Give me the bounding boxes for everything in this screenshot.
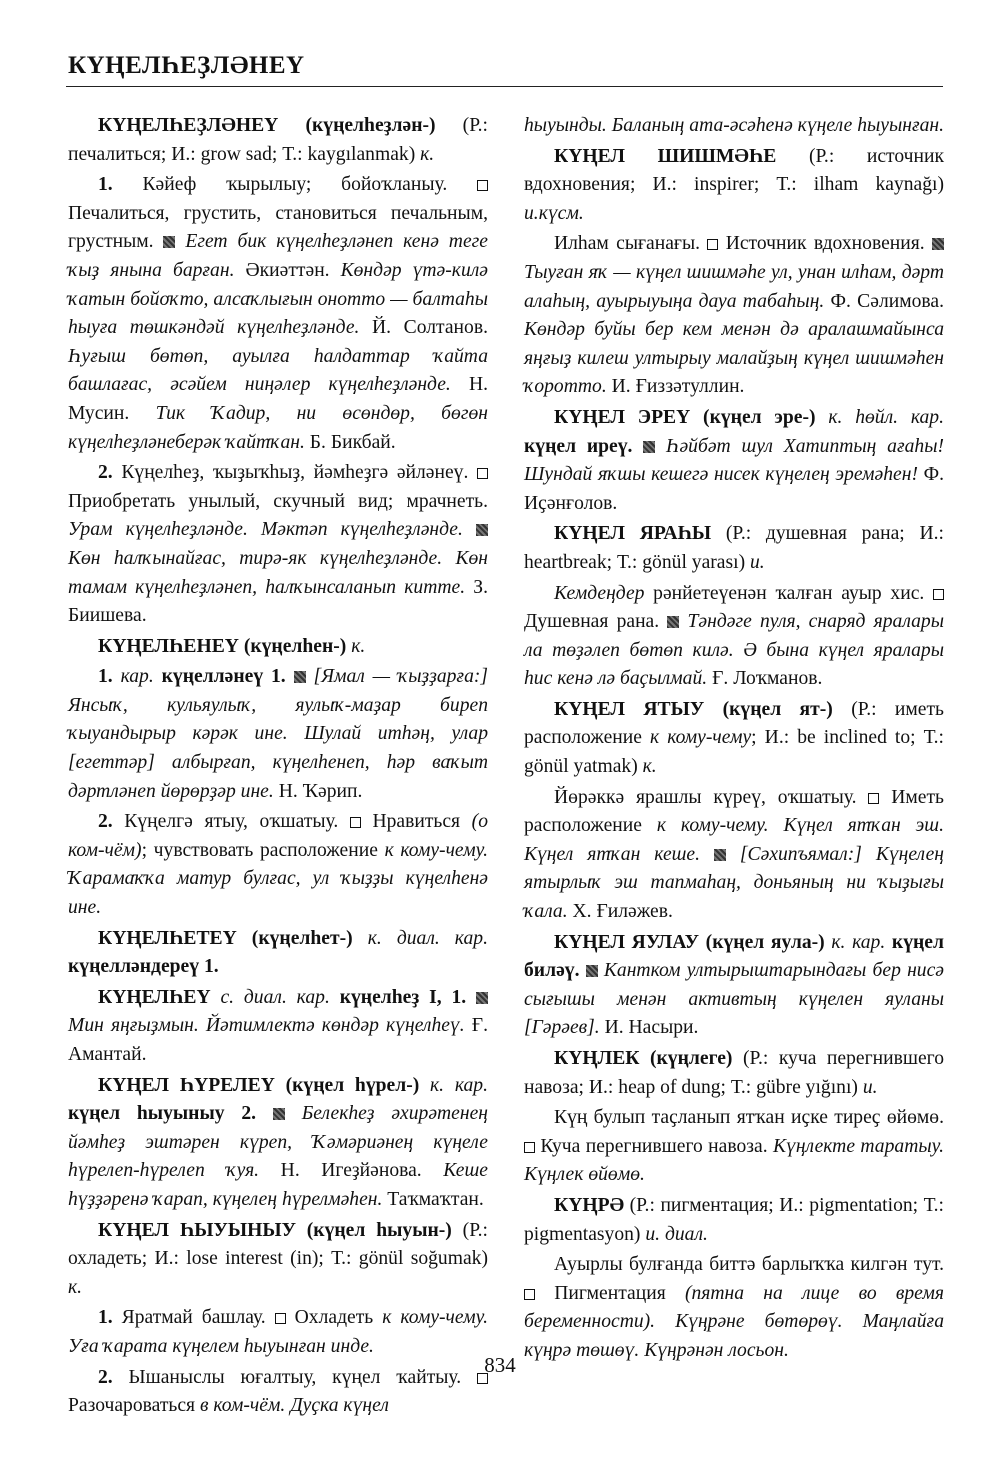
italic-text: к кому-чему. Ҡарамаҡҡа матур булғас, ул ҡыҙҙы күңелһенә ине. <box>68 839 488 919</box>
text: Разочароваться <box>68 1395 200 1417</box>
text: Әкиәттән. <box>234 259 341 281</box>
text: (Р.: пигментация; И.: pigmentation; Т.: pigmentasyon) <box>524 1194 944 1245</box>
italic-text: (о ком-чём) <box>68 811 488 861</box>
bold-text: КҮҢЕЛ ШИШМӘҺЕ <box>554 145 777 167</box>
italic-text: в ком-чём. Дуҫка күңел <box>199 1395 389 1417</box>
bold-text: 1. <box>98 1307 113 1329</box>
text: (Р.: источник вдохновения; И.: inspirer; Т.: ilham kaynağı) <box>524 145 944 196</box>
header-rule <box>66 86 943 87</box>
italic-text: к. <box>351 635 366 657</box>
entry-paragraph <box>68 171 488 457</box>
italic-text: к. <box>642 756 657 778</box>
italic-text: к кому-чему. Күңел ятҡан эш. Күңел ятҡан кеше. <box>524 815 945 865</box>
example-marker-icon <box>476 524 488 536</box>
italic-text: к. <box>420 143 435 165</box>
italic-text: Күңлекте таратыу. Күңлек өйөмө. <box>524 1135 944 1186</box>
text <box>463 519 476 540</box>
entry-paragraph <box>524 230 944 402</box>
italic-text: Мин яңғыҙмын. Йәтимлектә көндәр күңелһеү. <box>68 1015 465 1037</box>
text: Душевная рана. <box>524 611 668 633</box>
entry-paragraph <box>68 808 488 922</box>
example-marker-icon <box>586 965 598 977</box>
example-marker-icon <box>294 671 306 683</box>
page-number: 834 <box>484 1353 516 1377</box>
text <box>419 1075 430 1096</box>
text: (Р.: охладеть; И.: lose interest (in); Т.: gönül soğumak) <box>68 1219 488 1270</box>
russian-translation-marker-icon <box>524 1142 535 1153</box>
italic-text: Урам күңелһеҙләнде. Мәктәп күңелһеҙләнде. <box>68 519 463 541</box>
example-marker-icon <box>714 849 726 861</box>
italic-text: Тик Ҡадир, ни өсөндөр, бөгөн күңелһеҙләнеберәк ҡайтҡан. <box>68 402 488 453</box>
entry-paragraph <box>524 1251 944 1365</box>
entry-paragraph <box>524 143 944 229</box>
russian-translation-marker-icon <box>524 1289 535 1300</box>
text <box>816 407 829 428</box>
text: Нравиться <box>360 811 472 833</box>
italic-text: Кеше һүҙҙәренә ҡарап, күңелең һүрелмәһен. <box>68 1160 488 1210</box>
text: Күңелһеҙ, ҡыҙыҡһыҙ, йәмһеҙгә әйләнеү. <box>112 462 477 484</box>
text: (Р.: иметь расположение <box>524 698 944 749</box>
italic-text: Кемдеңдер <box>554 582 645 604</box>
text: Й. Солтанов. <box>359 317 488 339</box>
bold-text: күңел һыуыныу 2. <box>68 1103 257 1125</box>
italic-text: Кантком ултырыштарындағы бер нисә сығышы менән активтың күңелен яуланы [Гәрәев]. <box>524 960 944 1039</box>
text: З. Биишева. <box>68 576 488 627</box>
bold-text: күңел иреү. <box>524 435 633 457</box>
bold-text: күңел биләү. <box>524 931 944 982</box>
running-head: КҮҢЕЛҺЕҘЛӘНЕҮ <box>68 52 305 79</box>
text: Н. Ҡәрип. <box>273 780 363 802</box>
entry-paragraph <box>68 112 488 169</box>
italic-text: и. <box>750 551 765 573</box>
russian-translation-marker-icon <box>350 817 361 828</box>
text <box>256 1103 273 1124</box>
text: ; И.: be inclined to; Т.: gönül yatmak) <box>524 727 944 778</box>
russian-translation-marker-icon <box>477 180 488 191</box>
russian-translation-marker-icon <box>477 468 488 479</box>
bold-text: КҮҢЕЛҺЕНЕҮ (күңелһен-) <box>98 635 347 657</box>
text: Куча перегнившего навоза. <box>535 1135 774 1157</box>
entry-paragraph <box>524 929 944 1043</box>
text: Б. Бикбай. <box>304 431 396 453</box>
bold-text: 2. <box>98 462 113 484</box>
entry-paragraph <box>68 1072 488 1215</box>
italic-text: кар. <box>120 666 154 688</box>
bold-text: КҮҢЕЛҺЕҮ <box>98 986 211 1008</box>
bold-text: КҮҢЕЛҺЕТЕҮ (күңелһет-) <box>98 927 353 949</box>
italic-text: к. <box>68 1276 83 1298</box>
entry-paragraph <box>68 459 488 631</box>
italic-text: һыуынды. Баланың ата-әсәһенә күңеле һыуынған. <box>524 115 945 136</box>
entry-paragraph <box>68 1217 488 1303</box>
italic-text: к. һөйл. кар. <box>828 406 944 428</box>
text: Күңелгә ятыу, оҡшатыу. <box>112 811 350 833</box>
text: Таҡмаҡтан. <box>382 1188 484 1210</box>
entry-paragraph <box>524 1045 944 1102</box>
italic-text: Тыуған яҡ — күңел шишмәһе ул, унан илһам, дәрт алаһың, ауырыуыңа дауа табаһың. <box>524 261 944 312</box>
text: Ғ. Амантай. <box>68 1015 488 1065</box>
text: Х. Ғиләжев. <box>567 901 673 923</box>
italic-text: Көндәр үтә-килә ҡатын бойоҡто, алсаҡлығын онотто — балтаһы һыуға төшкәндәй күңелһеҙләнде. <box>68 259 488 339</box>
italic-text: к. кар. <box>831 931 886 953</box>
bold-text: 1. <box>98 666 113 688</box>
text <box>632 436 643 457</box>
italic-text: Һәйбәт шул Хатиптың ағаһы! Шундай яҡшы кешегә нисек күңелең эремәһен! <box>524 435 944 486</box>
russian-translation-marker-icon <box>868 793 879 804</box>
entry-paragraph <box>524 1104 944 1190</box>
text <box>700 844 714 865</box>
bold-text: КҮҢЕЛ ЯРАҺЫ <box>554 523 712 545</box>
text: Н. Игеҙйәнова. <box>259 1160 444 1182</box>
russian-translation-marker-icon <box>275 1313 286 1324</box>
italic-text: Һуғыш бөтөп, ауылға һалдаттар ҡайта башлағас, әсәйем ниңәлер күңелһеҙләнде. <box>68 345 488 396</box>
russian-translation-marker-icon <box>707 239 718 250</box>
italic-text: [Сәхипъямал:] Күңелең ятырлыҡ эш тапмаһаң, доньяның ни ҡыҙығы ҡала. <box>524 843 945 923</box>
italic-text: к кому-чему <box>650 727 752 749</box>
text: Яратмай башлау. <box>112 1307 275 1329</box>
bold-text: 2. <box>98 1366 113 1388</box>
text <box>466 987 476 1008</box>
bold-text: КҮҢЕЛ ЯТЫУ (күңел ят-) <box>554 698 833 720</box>
example-marker-icon <box>667 616 679 628</box>
text: Илһам сығанағы. <box>554 233 708 255</box>
text: Источник вдохновения. <box>718 233 932 255</box>
text: Охладеть <box>285 1307 383 1329</box>
entry-paragraph <box>68 663 488 806</box>
italic-text: Белекһеҙ әхирәтенең йәмһеҙ эштәрен күреп, Ҡәмәриәнең күңеле һүрелеп-һүрелеп ҡуя. <box>68 1103 489 1182</box>
italic-text: к кому-чему. Уға ҡарата күңелем һыуынған инде. <box>68 1307 488 1357</box>
text <box>211 987 221 1008</box>
text: Ауырлы булғанда биттә барлыҡҡа килгән тут. <box>554 1254 944 1276</box>
entry-paragraph <box>524 112 944 141</box>
entry-paragraph <box>524 1192 944 1249</box>
text: Приобретать унылый, скучный вид; мрачнеть. <box>68 490 488 512</box>
text: Печалиться, грустить, становиться печальным, грустным. <box>68 202 488 253</box>
example-marker-icon <box>643 441 655 453</box>
right-column <box>524 112 944 1368</box>
text: Ышаныслы юғалтыу, күңел ҡайтыу. <box>112 1366 477 1388</box>
text: Ғ. Лоҡманов. <box>707 668 823 690</box>
italic-text: и. <box>862 1076 878 1098</box>
italic-text: к. кар. <box>430 1074 488 1096</box>
italic-text: и. диал. <box>645 1223 708 1245</box>
text: Иметь расположение <box>524 786 944 837</box>
italic-text: [Ямал — ҡыҙҙарға:] Янсыҡ, кульяулыҡ, яулыҡ-маҙар биреп ҡыуандырыр кәрәк ине. Шулай итһәң, улар [егеттәр] албырғап, күңелһенеп, һәр ваҡыт дәртләнеп йөрөрҙәр ине. <box>68 666 489 802</box>
bold-text: күңелләндереү 1. <box>68 956 219 978</box>
text: Күң булып таҫланып ятҡан иҫке тиреҫ өйөмө. <box>554 1107 944 1129</box>
text: (Р.: душевная рана; И.: heartbreak; Т.: gönül yarası) <box>524 523 944 573</box>
example-marker-icon <box>932 238 944 250</box>
italic-text: Егет бик күңелһеҙләнеп кенә теге ҡыҙ янына барған. <box>68 231 488 281</box>
text <box>286 666 294 687</box>
bold-text: КҮҢЕЛ ЭРЕҮ (күңел эре-) <box>554 406 816 428</box>
text: Ф. Сәлимова. <box>824 290 944 312</box>
bold-text: КҮҢЕЛ ҺЫУЫНЫУ (күңел һыуын-) <box>98 1219 452 1241</box>
entry-paragraph <box>68 984 488 1070</box>
text: рәнйетеүенән ҡалған ауыр хис. <box>644 582 933 604</box>
bold-text: КҮҢЕЛ ҺҮРЕЛЕҮ (күңел һүрел-) <box>98 1074 420 1096</box>
example-marker-icon <box>163 236 175 248</box>
entry-paragraph <box>524 696 944 782</box>
bold-text: КҮҢРӘ <box>554 1194 625 1216</box>
bold-text: КҮҢЕЛҺЕҘЛӘНЕҮ (күңелһеҙлән-) <box>98 115 436 136</box>
text: (Р.: куча перегнившего навоза; И.: heap of dung; Т.: gübre yığını) <box>524 1048 944 1098</box>
entry-paragraph <box>524 520 944 577</box>
bold-text: күңелләнеү 1. <box>153 666 286 688</box>
italic-text: Көндәр буйы бер кем менән дә аралашмайынса яңғыҙ килеш ултырыу малайҙың күңел шишмәһен ҡоротто. <box>524 319 944 398</box>
entry-paragraph <box>524 404 944 518</box>
bold-text: күңелһеҙ I, 1. <box>329 986 467 1008</box>
bold-text: 1. <box>98 174 113 196</box>
italic-text: Көн һалҡынайғас, тирә-як күңелһеҙләнде. Көн тамам күңелһеҙләнеп, һалҡынсаланып китте. <box>68 547 488 598</box>
italic-text: (пятна на лице во время беременности). Күңрәне бөтөрөү. Маңлайға күңрә төшөү. Күңрәнән лосьон. <box>524 1282 944 1361</box>
entry-paragraph <box>68 925 488 982</box>
text: (Р.: печалиться; И.: grow sad; Т.: kaygılanmak) <box>68 115 488 165</box>
russian-translation-marker-icon <box>933 589 944 600</box>
entry-paragraph <box>524 784 944 927</box>
bold-text: 2. <box>98 811 113 833</box>
text: ; чувствовать расположение <box>141 839 385 861</box>
left-column <box>68 112 488 1423</box>
example-marker-icon <box>273 1108 285 1120</box>
italic-text: и.күсм. <box>524 202 584 224</box>
text: Н. Мусин. <box>68 374 488 424</box>
text: И. Насыри. <box>599 1017 699 1039</box>
text: Йөрәккә ярашлы күреү, оҡшатыу. <box>554 786 869 808</box>
italic-text: Тәндәге пуля, снаряд яралары ла төҙәлеп бөтөп килә. Ә бына күңел яралары һис кенә лә баҫылмай. <box>524 611 944 690</box>
italic-text: с. диал. кар. <box>220 986 330 1008</box>
bold-text: КҮҢЛЕК (күңлеге) <box>554 1048 733 1069</box>
text: И. Ғиззәтуллин. <box>606 376 745 398</box>
entry-paragraph <box>68 633 488 662</box>
text: Пигментация <box>535 1282 685 1304</box>
example-marker-icon <box>476 992 488 1004</box>
text <box>113 666 121 687</box>
bold-text: КҮҢЕЛ ЯУЛАУ (күңел яула-) <box>554 931 825 953</box>
italic-text: к. диал. кар. <box>367 927 488 949</box>
text <box>353 928 368 949</box>
text: Кәйеф ҡырылыу; бойоҡланыу. <box>112 174 477 196</box>
entry-paragraph <box>524 580 944 694</box>
text: Ф. Иҫәнғолов. <box>524 464 944 514</box>
